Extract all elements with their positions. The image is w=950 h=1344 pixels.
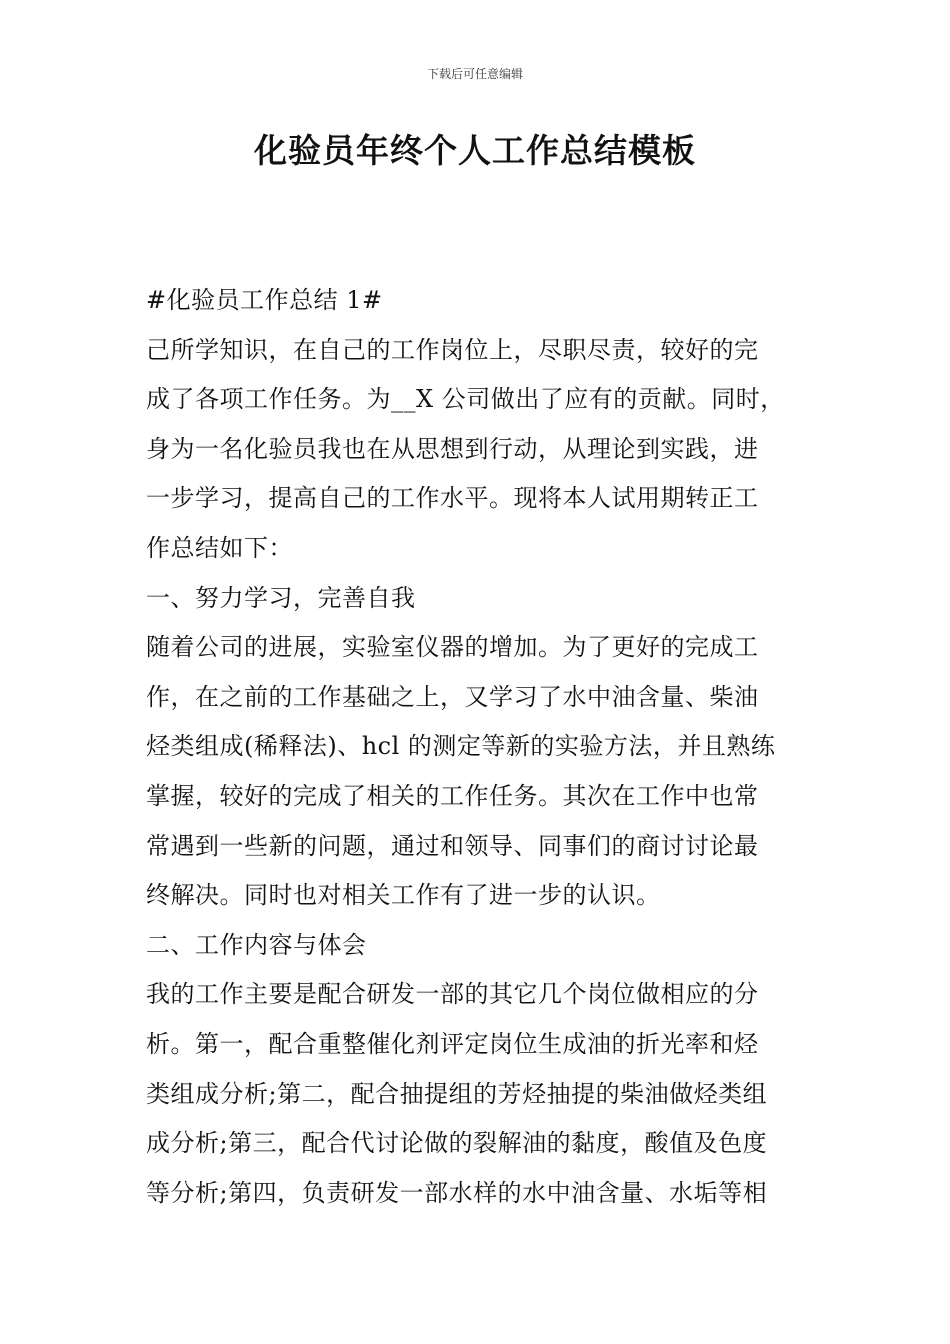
paragraph-line: 类组成分析;第二，配合抽提组的芳烃抽提的柴油做烃类组: [146, 1079, 768, 1108]
paragraph-line: 掌握，较好的完成了相关的工作任务。其次在工作中也常: [146, 781, 759, 810]
paragraph-line: 终解决。同时也对相关工作有了进一步的认识。: [146, 881, 661, 910]
paragraph-line: 等分析;第四，负责研发一部水样的水中油含量、水垢等相: [146, 1178, 768, 1207]
document-title: 化验员年终个人工作总结模板: [254, 131, 696, 170]
paragraph-line: 一步学习，提高自己的工作水平。现将本人试用期转正工: [146, 484, 759, 513]
header-note: 下载后可任意编辑: [426, 67, 523, 81]
paragraph-line: 烃类组成(稀释法)、hcl 的测定等新的实验方法，并且熟练: [146, 732, 776, 761]
section-heading: #化验员工作总结 1#: [146, 286, 383, 314]
paragraph-line: 我的工作主要是配合研发一部的其它几个岗位做相应的分: [146, 980, 759, 1009]
document-body: [146, 276, 808, 1218]
paragraph-line: 己所学知识，在自己的工作岗位上，尽职尽责，较好的完: [146, 335, 759, 364]
paragraph-line: 随着公司的进展，实验室仪器的增加。为了更好的完成工: [146, 633, 759, 662]
paragraph-line: 作总结如下：: [146, 533, 293, 562]
paragraph-line: 常遇到一些新的问题，通过和领导、同事们的商讨讨论最: [146, 831, 759, 860]
paragraph-line: 作，在之前的工作基础之上，又学习了水中油含量、柴油: [146, 682, 759, 711]
paragraph-line: 成分析;第三，配合代讨论做的裂解油的黏度，酸值及色度: [146, 1129, 768, 1158]
subsection-heading: 一、努力学习，完善自我: [146, 583, 416, 612]
paragraph-line: 成了各项工作任务。为__X 公司做出了应有的贡献。同时，: [146, 385, 785, 414]
subsection-heading: 二、工作内容与体会: [146, 930, 367, 959]
paragraph-line: 析。第一，配合重整催化剂评定岗位生成油的折光率和烃: [146, 1029, 759, 1058]
paragraph-line: 身为一名化验员我也在从思想到行动，从理论到实践，进: [146, 434, 759, 463]
